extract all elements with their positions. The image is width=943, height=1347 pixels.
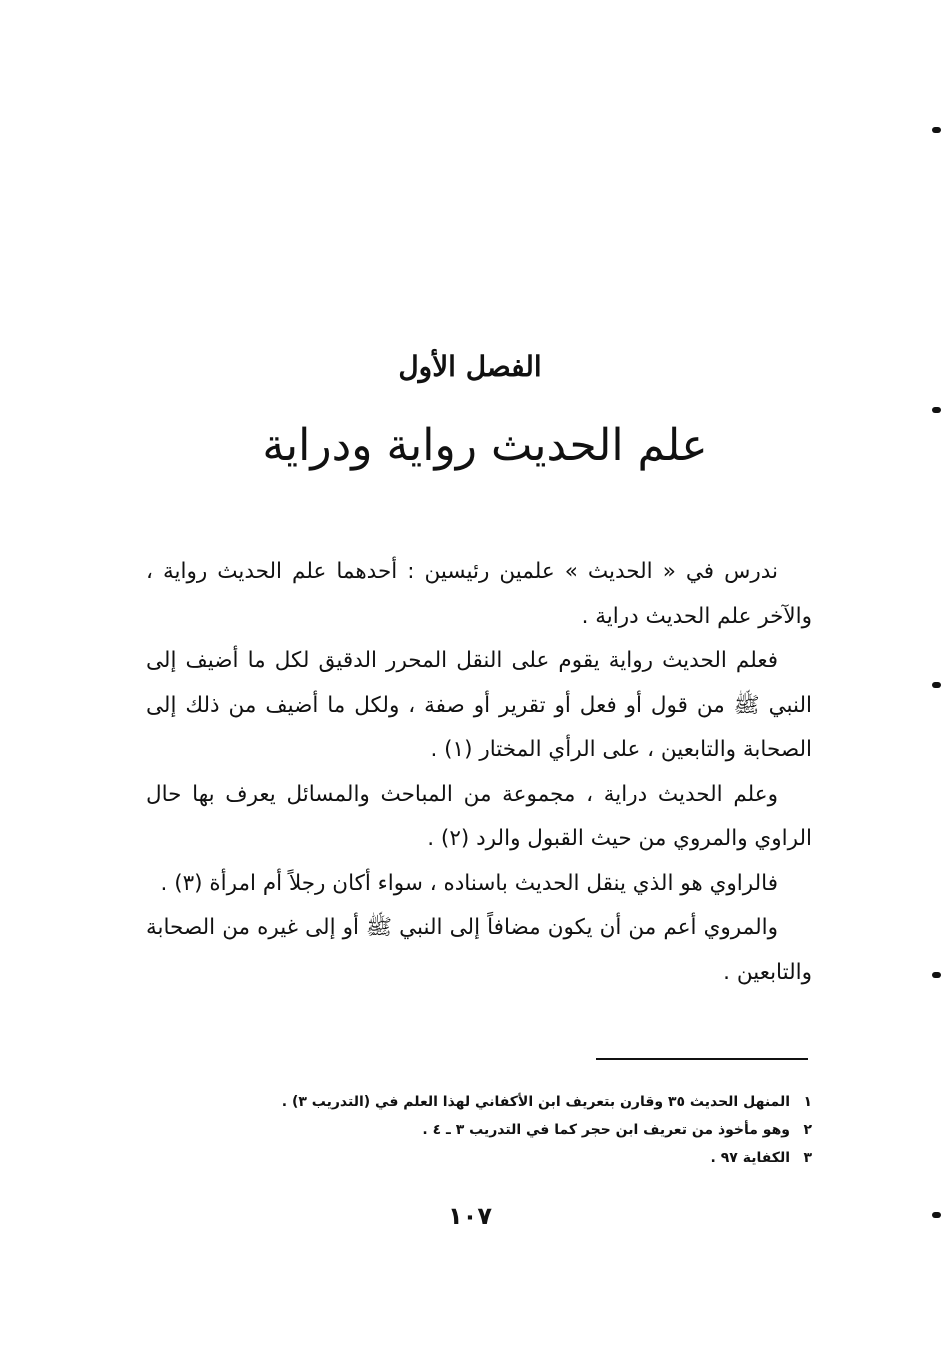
paragraph: والمروي أعم من أن يكون مضافاً إلى النبي ﷺ أو إلى غيره من الصحابة والتابعين . [146,915,812,985]
footnote-text: المنهل الحديث ٣٥ وقارن بتعريف ابن الأكفاني لهذا العلم في (التدريب ٣) . [281,1094,790,1110]
footnote-divider [596,1058,808,1060]
footnote-text: وهو مأخوذ من تعريف ابن حجر كما في التدريب ٣ ـ ٤ . [422,1122,790,1138]
paragraph: فعلم الحديث رواية يقوم على النقل المحرر الدقيق لكل ما أضيف إلى النبي ﷺ من قول أو فعل أو تقرير أو صفة ، ولكل ما أضيف من ذلك إلى الصحابة والتابعين ، على الرأي المختار (١) . [146,648,812,762]
paragraph: وعلم الحديث دراية ، مجموعة من المباحث والمسائل يعرف بها حال الراوي والمروي من حيث القبول والرد (٢) . [146,781,812,851]
chapter-label: الفصل الأول [398,350,542,383]
footnote-number: ٣ [803,1150,812,1166]
footnote-number: ٢ [803,1122,812,1138]
paragraph: فالراوي هو الذي ينقل الحديث باسناده ، سواء أكان رجلاً أم امرأة (٣) . [160,870,778,896]
scan-edge-mark [932,1212,941,1218]
scan-edge-mark [932,682,941,688]
paragraph: ندرس في « الحديث » علمين رئيسين : أحدهما علم الحديث رواية ، والآخر علم الحديث دراية . [146,559,812,629]
body-text [146,550,812,995]
footnote [230,1088,812,1116]
chapter-title: علم الحديث رواية ودراية [262,420,708,471]
scan-edge-mark [932,407,941,413]
footnote-text: الكفاية ٩٧ . [710,1150,790,1166]
footnote [230,1116,812,1144]
footnote-number: ١ [803,1094,812,1110]
footnotes [230,1088,812,1172]
scan-edge-mark [932,127,941,133]
footnote [230,1144,812,1172]
page-number: ١٠٧ [448,1202,492,1230]
scan-edge-mark [932,972,941,978]
